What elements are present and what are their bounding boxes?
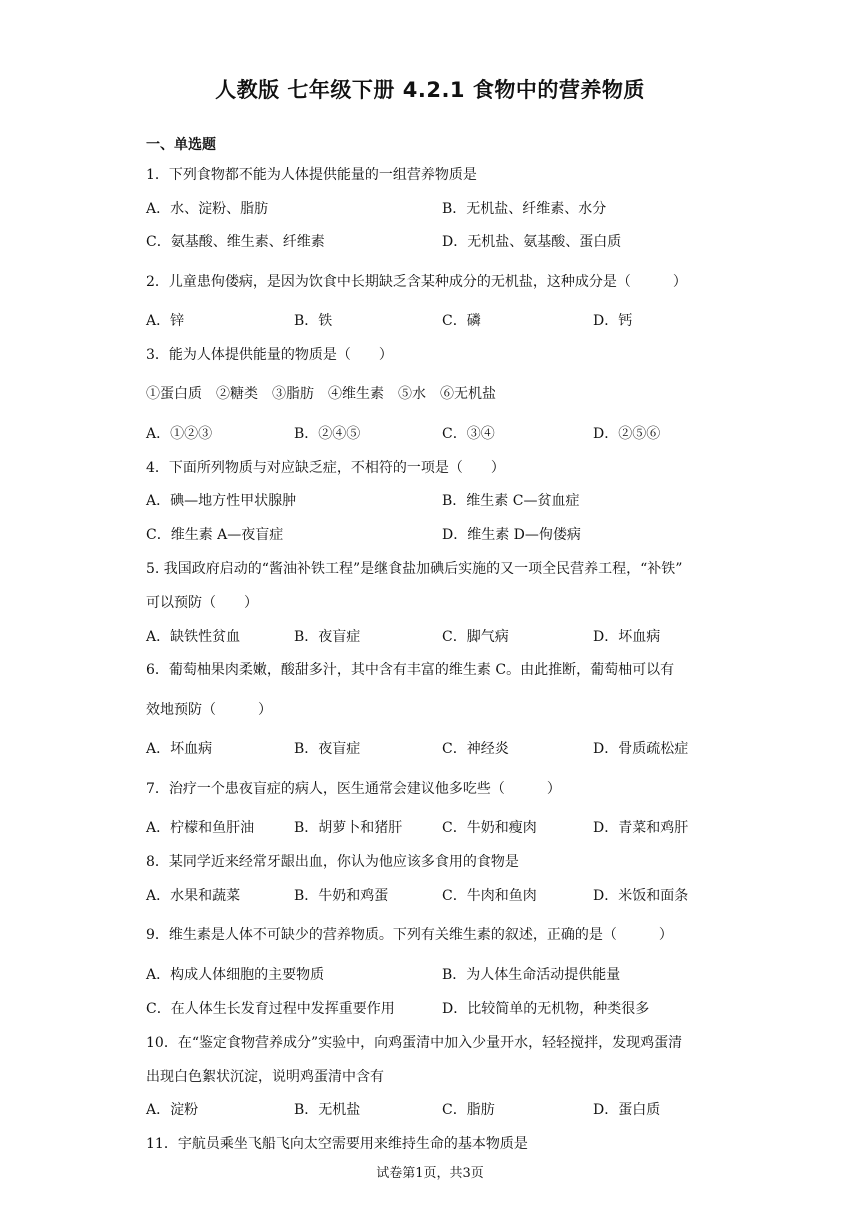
question-stem-cont: 出现白色絮状沉淀，说明鸡蛋清中含有 bbox=[146, 1069, 384, 1085]
option-a: A．①②③ bbox=[146, 426, 213, 442]
question-stem: 4．下面所列物质与对应缺乏症，不相符的一项是（ ） bbox=[146, 460, 505, 476]
option-d: D．维生素 D—佝偻病 bbox=[442, 527, 581, 543]
option-d: D．比较简单的无机物，种类很多 bbox=[442, 1001, 650, 1017]
option-c: C．在人体生长发育过程中发挥重要作用 bbox=[146, 1001, 395, 1017]
question-stem-cont: 效地预防（ ） bbox=[146, 702, 272, 718]
option-a: A．缺铁性贫血 bbox=[146, 629, 241, 645]
option-a: A．构成人体细胞的主要物质 bbox=[146, 967, 325, 983]
option-c: C．神经炎 bbox=[442, 741, 509, 757]
option-c: C．维生素 A—夜盲症 bbox=[146, 527, 284, 543]
option-c: C．③④ bbox=[442, 426, 495, 442]
option-b: B．牛奶和鸡蛋 bbox=[294, 888, 389, 904]
question-stem-items: ①蛋白质 ②糖类 ③脂肪 ④维生素 ⑤水 ⑥无机盐 bbox=[146, 386, 496, 402]
option-a: A．水、淀粉、脂肪 bbox=[146, 201, 269, 217]
option-c: C．脂肪 bbox=[442, 1102, 495, 1118]
option-c: C．磷 bbox=[442, 313, 481, 329]
question-stem: 11．宇航员乘坐飞船飞向太空需要用来维持生命的基本物质是 bbox=[146, 1136, 528, 1152]
option-a: A．淀粉 bbox=[146, 1102, 199, 1118]
question-stem: 3．能为人体提供能量的物质是（ ） bbox=[146, 347, 393, 363]
option-a: A．锌 bbox=[146, 313, 185, 329]
page-footer: 试卷第1页，共3页 bbox=[376, 1166, 484, 1181]
question-stem: 7．治疗一个患夜盲症的病人，医生通常会建议他多吃些（ ） bbox=[146, 781, 561, 797]
question-stem: 9．维生素是人体不可缺少的营养物质。下列有关维生素的叙述，正确的是（ ） bbox=[146, 927, 673, 943]
option-d: D．坏血病 bbox=[593, 629, 661, 645]
option-a: A．水果和蔬菜 bbox=[146, 888, 241, 904]
option-b: B．夜盲症 bbox=[294, 629, 361, 645]
page-title: 人教版 七年级下册 4.2.1 食物中的营养物质 bbox=[215, 78, 645, 102]
question-stem: 1．下列食物都不能为人体提供能量的一组营养物质是 bbox=[146, 167, 477, 183]
option-d: D．钙 bbox=[593, 313, 633, 329]
option-c: C．牛肉和鱼肉 bbox=[442, 888, 537, 904]
option-d: D．米饭和面条 bbox=[593, 888, 689, 904]
option-b: B．铁 bbox=[294, 313, 333, 329]
option-d: D．蛋白质 bbox=[593, 1102, 661, 1118]
option-c: C．牛奶和瘦肉 bbox=[442, 820, 537, 836]
question-stem-cont: 可以预防（ ） bbox=[146, 595, 258, 611]
question-stem: 5. 我国政府启动的“酱油补铁工程”是继食盐加碘后实施的又一项全民营养工程，“补铁” bbox=[146, 561, 683, 577]
option-d: D．②⑤⑥ bbox=[593, 426, 661, 442]
option-a: A．碘—地方性甲状腺肿 bbox=[146, 493, 297, 509]
section-heading: 一、单选题 bbox=[146, 137, 216, 153]
option-b: B．夜盲症 bbox=[294, 741, 361, 757]
option-b: B．②④⑤ bbox=[294, 426, 361, 442]
option-b: B．无机盐、纤维素、水分 bbox=[442, 201, 607, 217]
option-d: D．骨质疏松症 bbox=[593, 741, 689, 757]
option-b: B．为人体生命活动提供能量 bbox=[442, 967, 621, 983]
option-a: A．柠檬和鱼肝油 bbox=[146, 820, 255, 836]
option-a: A．坏血病 bbox=[146, 741, 213, 757]
option-d: D．无机盐、氨基酸、蛋白质 bbox=[442, 234, 622, 250]
question-stem: 10．在“鉴定食物营养成分”实验中，向鸡蛋清中加入少量开水，轻轻搅拌，发现鸡蛋清 bbox=[146, 1035, 683, 1051]
question-stem: 8．某同学近来经常牙龈出血，你认为他应该多食用的食物是 bbox=[146, 854, 519, 870]
option-b: B．胡萝卜和猪肝 bbox=[294, 820, 403, 836]
question-stem: 6．葡萄柚果肉柔嫩，酸甜多汁，其中含有丰富的维生素 C。由此推断，葡萄柚可以有 bbox=[146, 662, 675, 678]
question-stem: 2．儿童患佝偻病，是因为饮食中长期缺乏含某种成分的无机盐，这种成分是（ ） bbox=[146, 274, 687, 290]
option-c: C．氨基酸、维生素、纤维素 bbox=[146, 234, 325, 250]
option-b: B．维生素 C—贫血症 bbox=[442, 493, 580, 509]
option-c: C．脚气病 bbox=[442, 629, 509, 645]
option-b: B．无机盐 bbox=[294, 1102, 361, 1118]
option-d: D．青菜和鸡肝 bbox=[593, 820, 689, 836]
